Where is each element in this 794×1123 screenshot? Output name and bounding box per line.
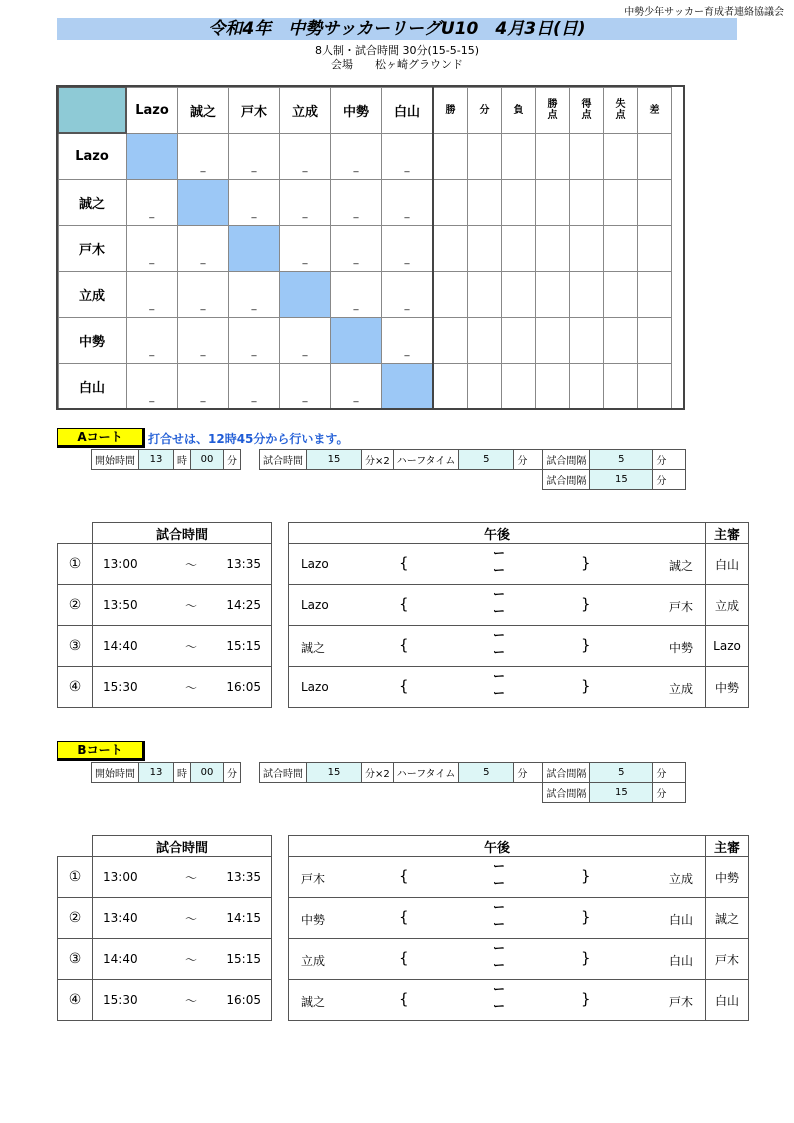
score-dash: ー xyxy=(493,859,506,873)
home-team: 戸木 xyxy=(301,872,326,886)
score-dash: ー xyxy=(493,982,506,996)
time-header: 試合時間 xyxy=(93,523,272,544)
league-stat-cell xyxy=(468,133,502,180)
league-col-header: 中勢 xyxy=(331,87,382,133)
organization-name: 中勢少年サッカー育成者連絡協議会 xyxy=(624,7,784,18)
home-team: Lazo xyxy=(301,680,329,694)
match-time-unit: 分×2 xyxy=(362,763,394,783)
tilde: 〜 xyxy=(184,557,197,572)
league-row-header: 戸木 xyxy=(58,226,126,272)
match-time-label: 試合時間 xyxy=(260,763,307,783)
match-number: ② xyxy=(58,898,93,939)
league-stat-cell xyxy=(604,318,638,364)
league-stat-cell xyxy=(536,364,570,410)
league-result-cell: _ xyxy=(126,318,178,364)
score-dash: ー xyxy=(493,958,506,972)
court-label: Bコート xyxy=(57,741,145,761)
league-result-cell: _ xyxy=(382,272,434,318)
league-result-cell: _ xyxy=(280,180,331,226)
away-team: 中勢 xyxy=(668,641,693,655)
league-stat-cell xyxy=(502,226,536,272)
referee: 中勢 xyxy=(706,857,749,898)
league-stat-cell xyxy=(536,318,570,364)
referee: 戸木 xyxy=(706,939,749,980)
minute-unit: 分 xyxy=(224,763,241,783)
bracket-right: } xyxy=(581,867,591,885)
league-diagonal-cell xyxy=(178,180,229,226)
halftime-label: ハーフタイム xyxy=(393,763,459,783)
league-stat-cell xyxy=(433,180,468,226)
start-time: 13:00 xyxy=(103,557,138,571)
tilde: 〜 xyxy=(184,870,197,885)
league-result-cell: _ xyxy=(229,133,280,180)
interval-label: 試合間隔 xyxy=(543,450,590,470)
minute-unit: 分 xyxy=(224,450,241,470)
league-result-cell: _ xyxy=(331,272,382,318)
score-dash: ー xyxy=(493,563,506,577)
start-time-label: 開始時間 xyxy=(92,763,139,783)
league-row-header: Lazo xyxy=(58,133,126,180)
league-stat-cell xyxy=(638,364,672,410)
league-stat-cell xyxy=(502,318,536,364)
bracket-right: } xyxy=(581,908,591,926)
league-stat-cell xyxy=(638,272,672,318)
start-time-label: 開始時間 xyxy=(92,450,139,470)
score-dash: ー xyxy=(493,999,506,1013)
league-result-cell: _ xyxy=(178,272,229,318)
league-result-cell: _ xyxy=(229,180,280,226)
league-stat-cell xyxy=(570,364,604,410)
league-diagonal-cell xyxy=(126,133,178,180)
league-stat-cell xyxy=(638,226,672,272)
league-row-header: 白山 xyxy=(58,364,126,410)
league-result-cell: _ xyxy=(280,133,331,180)
start-time: 14:40 xyxy=(103,952,138,966)
end-time: 14:25 xyxy=(226,598,261,612)
tilde: 〜 xyxy=(184,680,197,695)
league-row-header: 誠之 xyxy=(58,180,126,226)
league-result-cell: _ xyxy=(280,318,331,364)
interval-label: 試合間隔 xyxy=(543,763,590,783)
match-row xyxy=(58,667,749,708)
away-team: 白山 xyxy=(668,954,693,968)
league-row-header: 立成 xyxy=(58,272,126,318)
league-stat-cell xyxy=(536,226,570,272)
match-time-label: 試合時間 xyxy=(260,450,307,470)
league-stat-cell xyxy=(433,272,468,318)
time-header: 試合時間 xyxy=(93,836,272,857)
league-stat-cell xyxy=(570,133,604,180)
match-header: 午後 xyxy=(289,523,706,544)
league-diagonal-cell xyxy=(229,226,280,272)
league-diagonal-cell xyxy=(382,364,434,410)
end-time: 14:15 xyxy=(226,911,261,925)
bracket-right: } xyxy=(581,554,591,572)
match-time-value: 15 xyxy=(307,450,362,470)
start-time: 14:40 xyxy=(103,639,138,653)
referee: 誠之 xyxy=(706,898,749,939)
league-stat-cell xyxy=(604,133,638,180)
meeting-notice: 打合せは、12時45分から行います。 xyxy=(148,432,349,446)
tilde: 〜 xyxy=(184,993,197,1008)
league-stat-cell xyxy=(638,318,672,364)
bracket-right: } xyxy=(581,949,591,967)
interval-unit: 分 xyxy=(653,763,686,783)
halftime-value: 5 xyxy=(459,763,514,783)
league-stat-cell xyxy=(536,133,570,180)
match-row xyxy=(58,980,749,1021)
match-row xyxy=(58,585,749,626)
league-stat-cell xyxy=(468,226,502,272)
league-result-cell: _ xyxy=(229,318,280,364)
bracket-right: } xyxy=(581,677,591,695)
league-result-cell: _ xyxy=(229,364,280,410)
league-stat-cell xyxy=(433,226,468,272)
end-time: 16:05 xyxy=(226,680,261,694)
league-stat-cell xyxy=(502,180,536,226)
league-result-cell: _ xyxy=(382,180,434,226)
league-result-cell: _ xyxy=(229,272,280,318)
league-result-cell: _ xyxy=(331,180,382,226)
league-result-cell: _ xyxy=(178,133,229,180)
referee: 白山 xyxy=(706,544,749,585)
away-team: 戸木 xyxy=(668,600,693,614)
end-time: 16:05 xyxy=(226,993,261,1007)
league-result-cell: _ xyxy=(178,318,229,364)
league-stat-cell xyxy=(433,364,468,410)
league-stat-cell xyxy=(502,133,536,180)
league-stat-cell xyxy=(468,318,502,364)
league-result-cell: _ xyxy=(126,180,178,226)
score-dash: ー xyxy=(493,546,506,560)
league-stat-cell xyxy=(468,364,502,410)
bracket-left: { xyxy=(399,595,409,613)
league-stat-cell xyxy=(570,226,604,272)
interval-value: 15 xyxy=(590,470,653,490)
score-dash: ー xyxy=(493,686,506,700)
start-hour: 13 xyxy=(139,450,174,470)
league-table xyxy=(57,86,672,410)
bracket-right: } xyxy=(581,595,591,613)
league-result-cell: _ xyxy=(280,364,331,410)
score-dash: ー xyxy=(493,917,506,931)
start-time: 13:50 xyxy=(103,598,138,612)
venue: 会場 松ヶ崎グラウンド xyxy=(331,58,463,71)
interval-unit: 分 xyxy=(653,470,686,490)
league-col-header: 誠之 xyxy=(178,87,229,133)
league-stat-header: 失 点 xyxy=(604,87,638,133)
bracket-right: } xyxy=(581,990,591,1008)
home-team: Lazo xyxy=(301,557,329,571)
bracket-left: { xyxy=(399,677,409,695)
match-format: 8人制・試合時間 30分(15-5-15) xyxy=(314,44,479,57)
match-number: ① xyxy=(58,857,93,898)
bracket-left: { xyxy=(399,636,409,654)
bracket-left: { xyxy=(399,554,409,572)
home-team: 誠之 xyxy=(301,641,326,655)
league-stat-header: 負 xyxy=(502,87,536,133)
match-row xyxy=(58,626,749,667)
league-result-cell: _ xyxy=(331,226,382,272)
bracket-left: { xyxy=(399,867,409,885)
match-row xyxy=(58,544,749,585)
score-dash: ー xyxy=(493,876,506,890)
league-result-cell: _ xyxy=(382,226,434,272)
halftime-unit: 分 xyxy=(514,450,543,470)
league-stat-cell xyxy=(468,272,502,318)
home-team: Lazo xyxy=(301,598,329,612)
match-number: ③ xyxy=(58,626,93,667)
referee: 中勢 xyxy=(706,667,749,708)
tilde: 〜 xyxy=(184,598,197,613)
score-dash: ー xyxy=(493,669,506,683)
start-time: 15:30 xyxy=(103,993,138,1007)
interval-value: 5 xyxy=(590,763,653,783)
league-stat-cell xyxy=(468,180,502,226)
end-time: 15:15 xyxy=(226,952,261,966)
league-stat-cell xyxy=(536,272,570,318)
halftime-value: 5 xyxy=(459,450,514,470)
match-header: 午後 xyxy=(289,836,706,857)
league-result-cell: _ xyxy=(331,364,382,410)
match-schedule xyxy=(57,835,749,1021)
end-time: 13:35 xyxy=(226,557,261,571)
hour-unit: 時 xyxy=(174,450,191,470)
league-stat-header: 勝 点 xyxy=(536,87,570,133)
league-stat-cell xyxy=(638,180,672,226)
match-number: ② xyxy=(58,585,93,626)
court-settings xyxy=(91,449,686,490)
league-diagonal-cell xyxy=(331,318,382,364)
league-result-cell: _ xyxy=(382,318,434,364)
league-stat-cell xyxy=(604,226,638,272)
league-stat-cell xyxy=(433,318,468,364)
interval-label: 試合間隔 xyxy=(543,470,590,490)
bracket-left: { xyxy=(399,949,409,967)
league-result-cell: _ xyxy=(126,272,178,318)
match-row xyxy=(58,898,749,939)
bracket-left: { xyxy=(399,908,409,926)
match-row xyxy=(58,857,749,898)
interval-label: 試合間隔 xyxy=(543,783,590,803)
start-minute: 00 xyxy=(191,450,224,470)
league-col-header: Lazo xyxy=(126,87,178,133)
referee-header: 主審 xyxy=(706,523,749,544)
tilde: 〜 xyxy=(184,639,197,654)
league-stat-cell xyxy=(570,272,604,318)
league-diagonal-cell xyxy=(280,272,331,318)
league-result-cell: _ xyxy=(126,364,178,410)
league-stat-header: 分 xyxy=(468,87,502,133)
bracket-right: } xyxy=(581,636,591,654)
league-result-cell: _ xyxy=(126,226,178,272)
court-settings xyxy=(91,762,686,803)
league-result-cell: _ xyxy=(280,226,331,272)
end-time: 15:15 xyxy=(226,639,261,653)
match-number: ③ xyxy=(58,939,93,980)
score-dash: ー xyxy=(493,628,506,642)
league-result-cell: _ xyxy=(382,133,434,180)
halftime-label: ハーフタイム xyxy=(393,450,459,470)
tilde: 〜 xyxy=(184,952,197,967)
referee: 白山 xyxy=(706,980,749,1021)
interval-unit: 分 xyxy=(653,450,686,470)
match-number: ④ xyxy=(58,980,93,1021)
league-result-cell: _ xyxy=(331,133,382,180)
match-row xyxy=(58,939,749,980)
league-stat-cell xyxy=(570,180,604,226)
hour-unit: 時 xyxy=(174,763,191,783)
league-stat-cell xyxy=(433,133,468,180)
league-stat-header: 差 xyxy=(638,87,672,133)
interval-unit: 分 xyxy=(653,783,686,803)
start-time: 15:30 xyxy=(103,680,138,694)
away-team: 戸木 xyxy=(668,995,693,1009)
score-dash: ー xyxy=(493,587,506,601)
league-stat-cell xyxy=(502,364,536,410)
interval-value: 15 xyxy=(590,783,653,803)
start-hour: 13 xyxy=(139,763,174,783)
league-stat-cell xyxy=(604,272,638,318)
match-time-unit: 分×2 xyxy=(362,450,394,470)
home-team: 中勢 xyxy=(301,913,326,927)
league-result-cell: _ xyxy=(178,364,229,410)
league-col-header: 戸木 xyxy=(229,87,280,133)
away-team: 立成 xyxy=(668,682,693,696)
bracket-left: { xyxy=(399,990,409,1008)
score-dash: ー xyxy=(493,941,506,955)
home-team: 立成 xyxy=(301,954,326,968)
referee: 立成 xyxy=(706,585,749,626)
league-col-header: 立成 xyxy=(280,87,331,133)
league-result-cell: _ xyxy=(178,226,229,272)
league-col-header: 白山 xyxy=(382,87,434,133)
tilde: 〜 xyxy=(184,911,197,926)
start-time: 13:40 xyxy=(103,911,138,925)
league-stat-cell xyxy=(570,318,604,364)
match-number: ① xyxy=(58,544,93,585)
home-team: 誠之 xyxy=(301,995,326,1009)
court-label: Aコート xyxy=(57,428,145,448)
score-dash: ー xyxy=(493,604,506,618)
league-stat-cell xyxy=(502,272,536,318)
away-team: 誠之 xyxy=(668,559,693,573)
league-row-header: 中勢 xyxy=(58,318,126,364)
away-team: 立成 xyxy=(668,872,693,886)
halftime-unit: 分 xyxy=(514,763,543,783)
match-number: ④ xyxy=(58,667,93,708)
match-time-value: 15 xyxy=(307,763,362,783)
referee-header: 主審 xyxy=(706,836,749,857)
referee: Lazo xyxy=(706,626,749,667)
league-corner-cell xyxy=(58,87,126,133)
score-dash: ー xyxy=(493,645,506,659)
league-stat-cell xyxy=(604,180,638,226)
away-team: 白山 xyxy=(668,913,693,927)
start-minute: 00 xyxy=(191,763,224,783)
league-stat-header: 勝 xyxy=(433,87,468,133)
match-schedule xyxy=(57,522,749,708)
score-dash: ー xyxy=(493,900,506,914)
league-stat-cell xyxy=(604,364,638,410)
league-stat-cell xyxy=(638,133,672,180)
page-title: 令和4年 中勢サッカーリーグU10 4月3日(日) xyxy=(57,18,737,40)
league-stat-header: 得 点 xyxy=(570,87,604,133)
interval-value: 5 xyxy=(590,450,653,470)
end-time: 13:35 xyxy=(226,870,261,884)
start-time: 13:00 xyxy=(103,870,138,884)
league-stat-cell xyxy=(536,180,570,226)
